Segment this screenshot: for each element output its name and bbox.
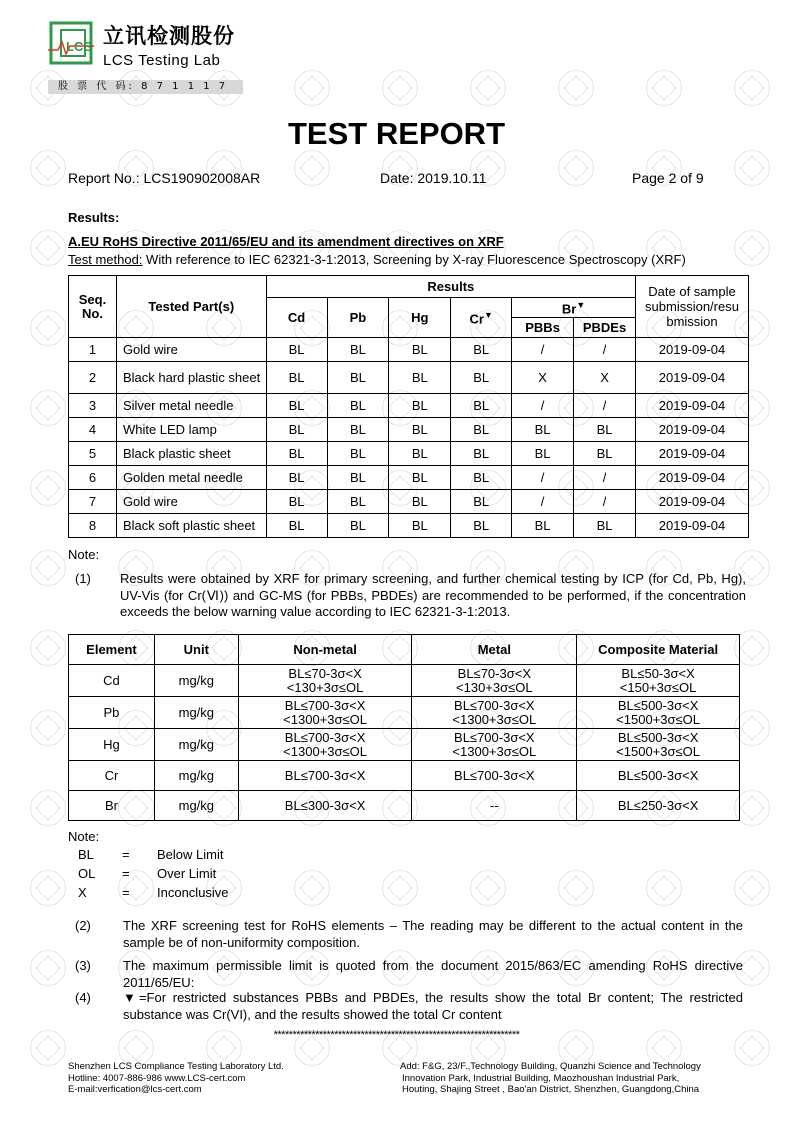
limit-line: BL≤500-3σ<X [617, 767, 699, 783]
watermark-icon [734, 70, 770, 106]
unit-header: Unit [154, 635, 238, 665]
cell-seq: 2 [69, 362, 117, 394]
cell-metal [412, 697, 577, 729]
cell-pbdes: / [574, 490, 636, 514]
company-name-en: LCS Testing Lab [103, 52, 221, 69]
watermark-icon [734, 150, 770, 186]
cell-pbdes: BL [574, 514, 636, 538]
footer-contact: Hotline: 4007-886-986 www.LCS-cert.com [68, 1072, 246, 1084]
table-row [69, 791, 740, 821]
watermark-icon [646, 70, 682, 106]
limit-line: BL≤700-3σ<X [454, 729, 535, 745]
limit-line: BL≤250-3σ<X [617, 797, 699, 813]
limit-line: <1300+3σ≤OL [283, 711, 368, 727]
cell-nonmetal [238, 729, 412, 761]
cell-seq: 1 [69, 338, 117, 362]
cell-date: 2019-09-04 [636, 490, 749, 514]
report-date: Date: 2019.10.11 [380, 170, 487, 186]
cell-hg: BL [389, 362, 451, 394]
cell-cd: BL [266, 442, 327, 466]
watermark-icon [470, 70, 506, 106]
cell-cd: BL [266, 514, 327, 538]
table-row [69, 362, 749, 394]
note-number: (2) [75, 918, 91, 933]
watermark-icon [30, 710, 66, 746]
watermark-icon [30, 630, 66, 666]
cell-metal [412, 791, 577, 821]
warning-value-body [69, 665, 740, 821]
rohs-results-body [69, 338, 749, 538]
legend-eq: = [122, 847, 130, 862]
limit-line: BL≤70-3σ<X [457, 665, 531, 681]
part-header: Tested Part(s) [116, 276, 266, 338]
limit-line: BL≤300-3σ<X [284, 797, 366, 813]
table-row [69, 514, 749, 538]
cell-pbdes: BL [574, 442, 636, 466]
cell-pbbs: / [512, 490, 574, 514]
note1-number: (1) [75, 571, 91, 586]
cd-header: Cd [266, 298, 327, 338]
cell-hg: BL [389, 466, 451, 490]
table-row [69, 418, 749, 442]
cell-composite [577, 729, 740, 761]
limit-line: <1300+3σ≤OL [452, 711, 537, 727]
cell-pbdes: / [574, 338, 636, 362]
cell-hg: BL [389, 442, 451, 466]
cell-pbdes: / [574, 394, 636, 418]
watermark-icon [646, 870, 682, 906]
note-number: (3) [75, 958, 91, 973]
br-header-label: Br [561, 301, 577, 317]
table-row [69, 466, 749, 490]
legend-abbr: OL [78, 866, 96, 881]
cell-date: 2019-09-04 [636, 442, 749, 466]
cell-part: Black soft plastic sheet [116, 514, 266, 538]
cell-date: 2019-09-04 [636, 394, 749, 418]
watermark-icon [30, 790, 66, 826]
pb-header: Pb [327, 298, 389, 338]
cell-part: Black plastic sheet [116, 442, 266, 466]
watermark-icon [30, 230, 66, 266]
cell-metal [412, 761, 577, 791]
limit-line: <130+3σ≤OL [456, 679, 533, 695]
cell-pb: BL [327, 394, 389, 418]
cell-nonmetal [238, 697, 412, 729]
table-row [69, 394, 749, 418]
cell-pbbs: BL [512, 418, 574, 442]
watermark-icon [30, 870, 66, 906]
table-row [69, 761, 740, 791]
cell-cd: BL [266, 418, 327, 442]
watermark-icon [558, 70, 594, 106]
legend-eq: = [122, 866, 130, 881]
note2-label: Note: [68, 829, 100, 844]
footer-left [68, 1061, 284, 1096]
legend-abbr: X [78, 885, 87, 900]
watermark-icon [30, 550, 66, 586]
legend-meaning: Inconclusive [157, 885, 229, 900]
test-method-label: Test method: [68, 252, 143, 267]
seq-header: Seq. No. [69, 276, 117, 338]
footer-address-1: Add: F&G, 23/F.,Technology Building, Quanzhi Science and Technology [400, 1061, 701, 1072]
limit-line: <1300+3σ≤OL [283, 743, 368, 759]
cell-date: 2019-09-04 [636, 338, 749, 362]
cell-cr: BL [451, 418, 512, 442]
element-header: Element [69, 635, 155, 665]
page-title: TEST REPORT [287, 116, 505, 151]
cell-nonmetal [238, 665, 412, 697]
cell-nonmetal [238, 791, 412, 821]
table-row [69, 665, 740, 697]
cell-composite [577, 665, 740, 697]
cell-seq: 3 [69, 394, 117, 418]
watermark-icon [734, 230, 770, 266]
company-logo [48, 20, 94, 66]
cell-pbbs: X [512, 362, 574, 394]
hg-header: Hg [389, 298, 451, 338]
watermark-icon [294, 870, 330, 906]
cr-header-label: Cr [469, 311, 484, 327]
cell-cd: BL [266, 490, 327, 514]
cell-seq: 7 [69, 490, 117, 514]
cell-date: 2019-09-04 [636, 514, 749, 538]
cell-part: White LED lamp [116, 418, 266, 442]
cell-pb: BL [327, 514, 389, 538]
pbbs-header: PBBs [512, 318, 574, 338]
limit-line: <1500+3σ≤OL [616, 711, 701, 727]
rohs-results-table [68, 275, 749, 538]
cell-element: Pb [69, 697, 155, 729]
cell-element: Cd [69, 665, 155, 697]
cell-part: Golden metal needle [116, 466, 266, 490]
watermark-icon [470, 870, 506, 906]
cell-element: Br [69, 791, 155, 821]
footer-right [400, 1061, 701, 1096]
cell-metal [412, 729, 577, 761]
cell-cr: BL [451, 442, 512, 466]
cell-unit: mg/kg [154, 665, 238, 697]
limit-line: <150+3σ≤OL [619, 679, 697, 695]
limit-line: BL≤700-3σ<X [284, 767, 366, 783]
legend-meaning: Below Limit [157, 847, 224, 862]
watermark-icon [558, 870, 594, 906]
cell-pbdes: / [574, 466, 636, 490]
cell-composite [577, 697, 740, 729]
cell-element: Cr [69, 761, 155, 791]
table-row [69, 729, 740, 761]
cr-header [451, 298, 512, 338]
cell-part: Gold wire [116, 338, 266, 362]
limit-line: BL≤500-3σ<X [617, 729, 699, 745]
composite-header: Composite Material [577, 635, 740, 665]
cell-metal [412, 665, 577, 697]
company-name-cn: 立讯检测股份 [103, 24, 235, 48]
watermark-icon [558, 150, 594, 186]
legend-eq: = [122, 885, 130, 900]
cell-seq: 4 [69, 418, 117, 442]
cell-pb: BL [327, 466, 389, 490]
cell-pbdes: X [574, 362, 636, 394]
footer-email: E-mail:verfication@lcs-cert.com [68, 1084, 202, 1095]
cell-pb: BL [327, 418, 389, 442]
watermark-icon [382, 70, 418, 106]
cell-date: 2019-09-04 [636, 418, 749, 442]
cell-pb: BL [327, 362, 389, 394]
cell-pbdes: BL [574, 418, 636, 442]
cell-pbbs: / [512, 394, 574, 418]
note-number: (4) [75, 990, 91, 1005]
cell-pbbs: / [512, 338, 574, 362]
cell-pbbs: BL [512, 442, 574, 466]
cell-part: Gold wire [116, 490, 266, 514]
cell-cr: BL [451, 338, 512, 362]
note-text: The maximum permissible limit is quoted from the document 2015/863/EC amending RoHS directive 2011/65/EU: [123, 958, 743, 990]
note-text: The XRF screening test for RoHS elements – The reading may be different to the actual content in the sample be of non-uniformity composition. [123, 918, 743, 950]
cell-part: Black hard plastic sheet [116, 362, 266, 394]
cell-unit: mg/kg [154, 761, 238, 791]
date-header: Date of sample submission/resu bmission [636, 276, 749, 338]
limit-line: BL≤700-3σ<X [454, 767, 535, 783]
stock-code: 股 票 代 码: 8 7 1 1 1 7 [48, 80, 243, 94]
results-heading: Results: [68, 210, 120, 225]
footer-company: Shenzhen LCS Compliance Testing Laboratory Ltd. [68, 1061, 284, 1072]
cell-date: 2019-09-04 [636, 466, 749, 490]
watermark-icon [30, 310, 66, 346]
cell-cd: BL [266, 394, 327, 418]
limit-line: <1300+3σ≤OL [452, 743, 537, 759]
note1-label: Note: [68, 547, 100, 562]
cell-nonmetal [238, 761, 412, 791]
watermark-icon [294, 150, 330, 186]
limit-line: BL≤50-3σ<X [621, 665, 695, 681]
cell-cd: BL [266, 338, 327, 362]
legend-meaning: Over Limit [157, 866, 217, 881]
table-row [69, 490, 749, 514]
report-number: Report No.: LCS190902008AR [68, 170, 261, 186]
cell-hg: BL [389, 514, 451, 538]
restricted-marker: ▼ [576, 300, 586, 311]
test-method [68, 252, 686, 269]
watermark-icon [30, 390, 66, 426]
table-row [69, 442, 749, 466]
cell-cr: BL [451, 362, 512, 394]
br-header [512, 298, 636, 318]
cell-pb: BL [327, 490, 389, 514]
watermark-icon [30, 470, 66, 506]
limit-line: <1500+3σ≤OL [616, 743, 701, 759]
footer-address-3: Houting, Shajing Street , Bao'an District, Shenzhen, Guangdong,China [402, 1084, 700, 1095]
page-number: Page 2 of 9 [632, 170, 704, 186]
cell-hg: BL [389, 490, 451, 514]
cell-seq: 8 [69, 514, 117, 538]
cell-hg: BL [389, 394, 451, 418]
watermark-icon [734, 870, 770, 906]
cell-pbbs: / [512, 466, 574, 490]
watermark-icon [382, 870, 418, 906]
warning-value-table [68, 634, 740, 821]
cell-cd: BL [266, 362, 327, 394]
cell-composite [577, 761, 740, 791]
cell-cr: BL [451, 514, 512, 538]
limit-line: BL≤700-3σ<X [284, 697, 366, 713]
watermark-icon [294, 70, 330, 106]
cell-cr: BL [451, 466, 512, 490]
limit-line: <130+3σ≤OL [286, 679, 364, 695]
cell-seq: 6 [69, 466, 117, 490]
results-header: Results [266, 276, 635, 298]
cell-unit: mg/kg [154, 697, 238, 729]
cell-seq: 5 [69, 442, 117, 466]
cell-composite [577, 791, 740, 821]
legend-abbr: BL [78, 847, 94, 862]
limit-line: BL≤500-3σ<X [617, 697, 699, 713]
cell-unit: mg/kg [154, 791, 238, 821]
nonmetal-header: Non-metal [238, 635, 412, 665]
limit-line: BL≤700-3σ<X [454, 697, 535, 713]
cell-date: 2019-09-04 [636, 362, 749, 394]
restricted-marker: ▼ [483, 310, 493, 321]
cell-cr: BL [451, 490, 512, 514]
cell-pbbs: BL [512, 514, 574, 538]
cell-element: Hg [69, 729, 155, 761]
footer-address-2: Innovation Park, Industrial Building, Maozhoushan Industrial Park, [402, 1072, 680, 1084]
test-method-text: With reference to IEC 62321-3-1:2013, Screening by X-ray Fluorescence Spectroscopy (XRF) [142, 252, 686, 267]
limit-line: -- [489, 797, 499, 813]
limit-line: BL≤70-3σ<X [288, 665, 362, 681]
watermark-icon [30, 950, 66, 986]
limit-line: BL≤700-3σ<X [284, 729, 366, 745]
table-row [69, 338, 749, 362]
cell-part: Silver metal needle [116, 394, 266, 418]
pbdes-header: PBDEs [574, 318, 636, 338]
cell-pb: BL [327, 442, 389, 466]
logo-text: LCS [66, 39, 92, 54]
cell-hg: BL [389, 418, 451, 442]
watermark-icon [30, 150, 66, 186]
cell-unit: mg/kg [154, 729, 238, 761]
end-marker: ***************************************************************** [273, 1029, 520, 1041]
cell-hg: BL [389, 338, 451, 362]
table-row [69, 697, 740, 729]
cell-cd: BL [266, 466, 327, 490]
section-title: A.EU RoHS Directive 2011/65/EU and its amendment directives on XRF [68, 234, 504, 249]
note1-text: Results were obtained by XRF for primary screening, and further chemical testing by ICP (for Cd, Pb, Hg), UV-Vis (for Cr(Ⅵ)) and GC-MS (for PBBs, PBDEs) are recommended to be performed, if the concentration exceeds the below warning value according to IEC 62321-3-1:2013. [120, 571, 746, 619]
metal-header: Metal [412, 635, 577, 665]
note-text: ▼=For restricted substances PBBs and PBDEs, the results show the total Br content; The restricted substance was Cr(VI), and the results showed the total Cr content [123, 990, 743, 1022]
cell-cr: BL [451, 394, 512, 418]
cell-pb: BL [327, 338, 389, 362]
